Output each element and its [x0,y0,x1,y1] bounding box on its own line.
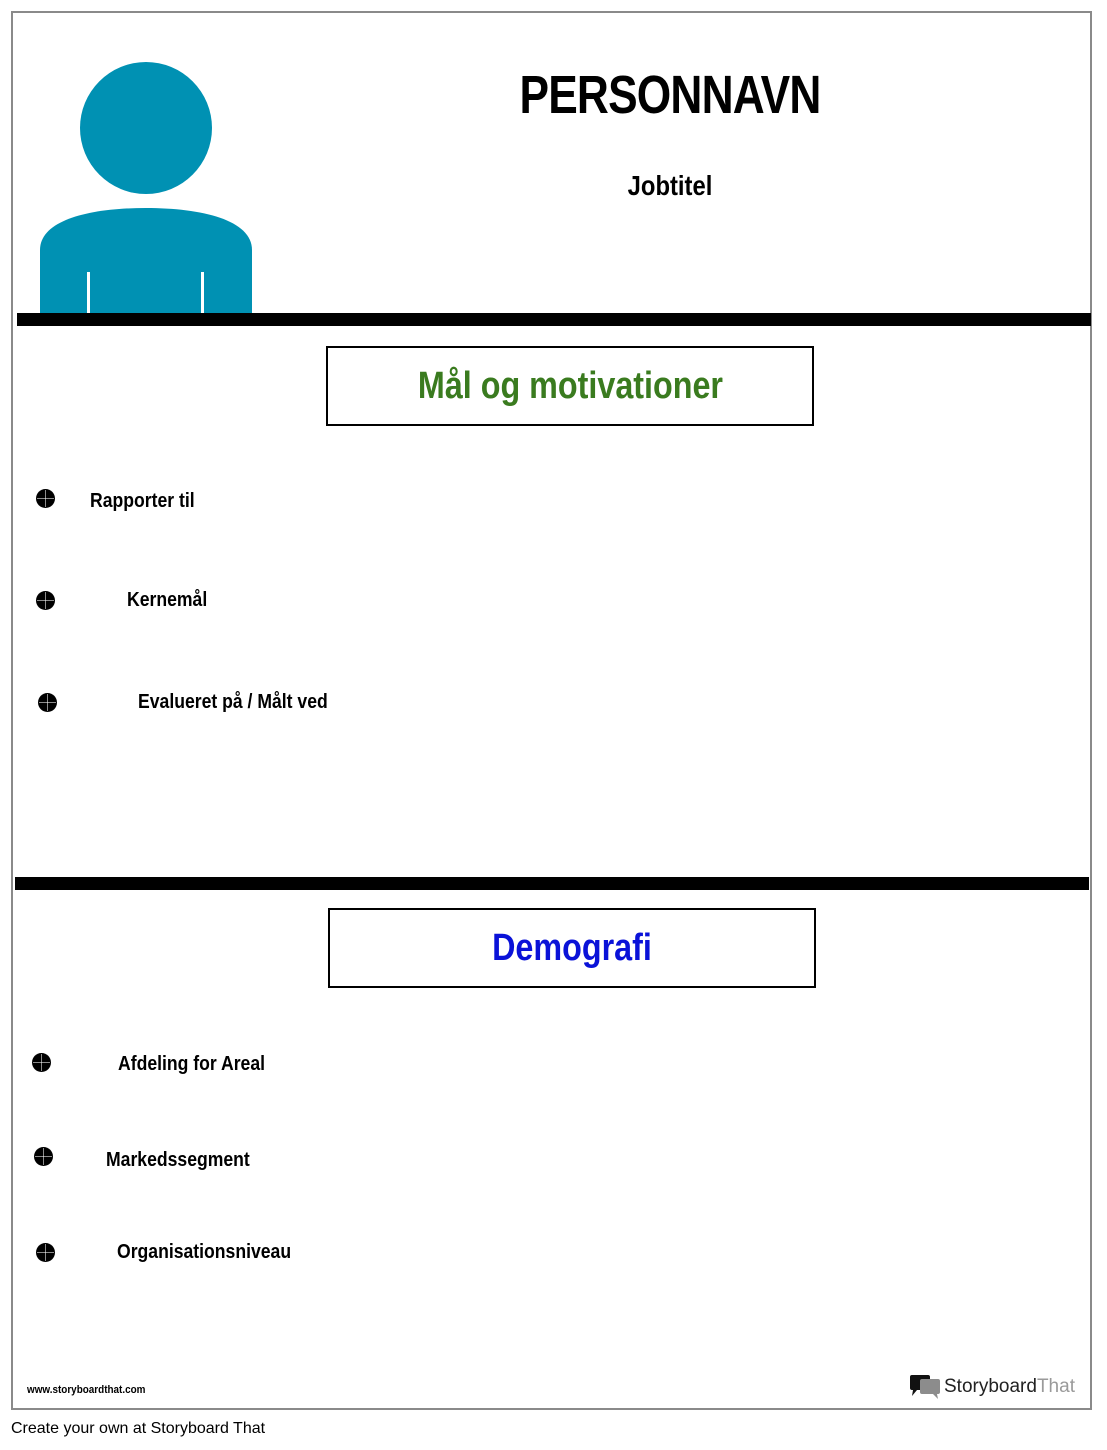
brand-storyboard: Storyboard [944,1376,1037,1397]
bullet-icon [36,489,55,508]
bullet-icon [36,1243,55,1262]
create-your-own-caption[interactable]: Create your own at Storyboard That [11,1420,266,1437]
brand-that: That [1036,1376,1075,1397]
demographics-item-market-segment: Markedssegment [106,1149,250,1171]
person-name: PERSONNAVN [519,65,821,125]
bullet-icon [38,693,57,712]
storyboardthat-logo[interactable] [908,1372,1075,1402]
bullet-icon [34,1147,53,1166]
goals-heading: Mål og motivationer [417,364,723,407]
demographics-heading: Demografi [492,926,652,969]
demographics-item-department: Afdeling for Areal [118,1053,266,1075]
job-title: Jobtitel [627,170,713,201]
demographics-item-org-level: Organisationsniveau [117,1241,292,1263]
speech-bubbles-icon [908,1373,942,1401]
goals-heading-box [326,346,814,426]
divider-middle [15,877,1089,890]
bullet-icon [32,1053,51,1072]
footer-url[interactable]: www.storyboardthat.com [27,1384,146,1396]
divider-top [17,313,1091,326]
demographics-heading-box [328,908,816,988]
bullet-icon [36,591,55,610]
person-silhouette-icon [40,62,254,314]
goals-item-core-goals: Kernemål [127,589,208,611]
goals-item-evaluated-by: Evalueret på / Målt ved [138,691,328,713]
goals-item-reports-to: Rapporter til [90,490,195,512]
